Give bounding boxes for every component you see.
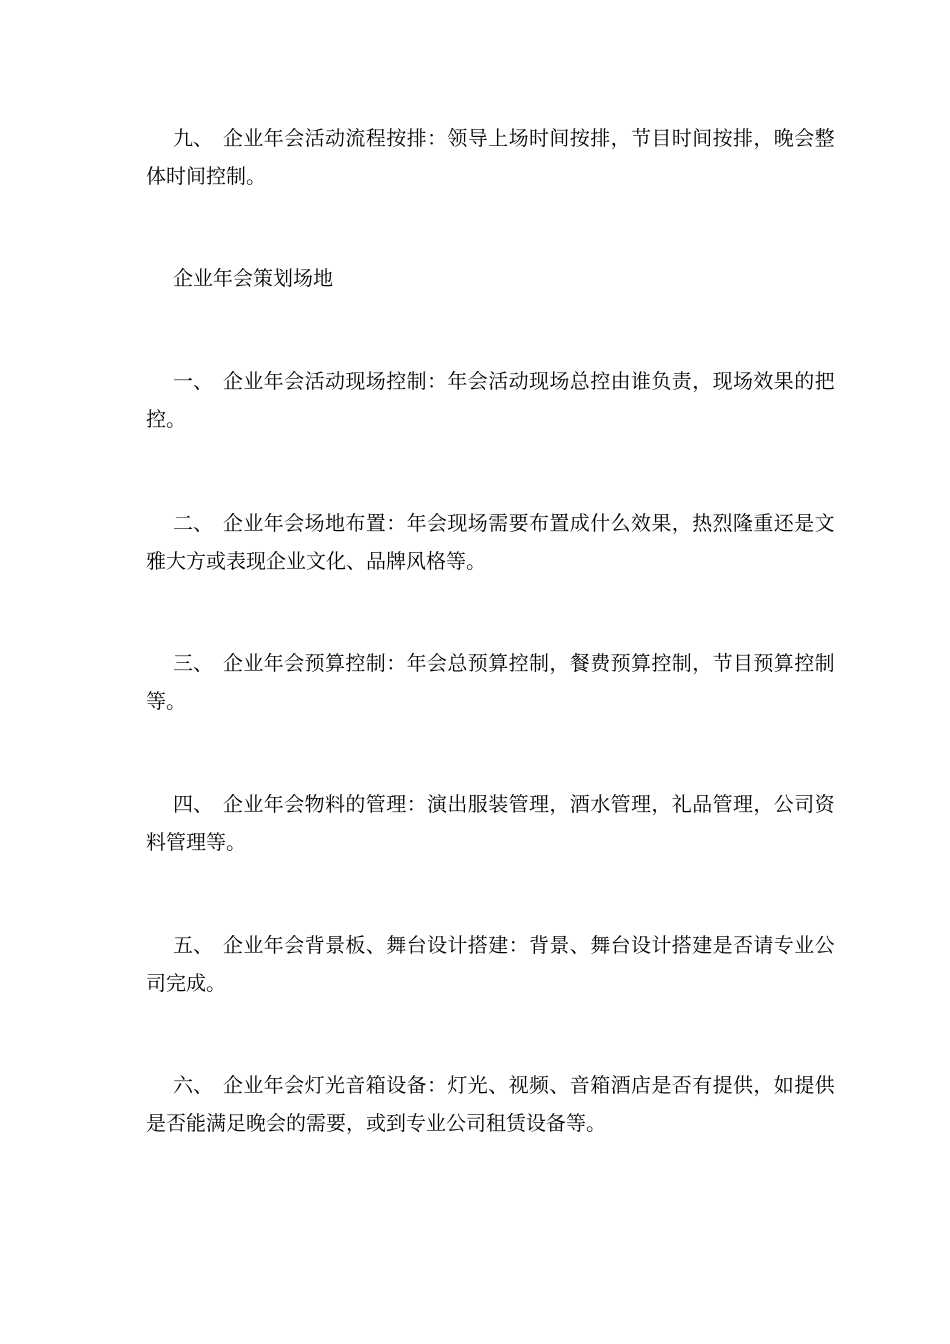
paragraph-line-2: 体时间控制。 <box>146 164 266 188</box>
item-text: 企业年会背景板、舞台设计搭建：背景、舞台设计搭建是否请专业公 <box>223 933 835 957</box>
item-number: 三、 <box>173 651 213 675</box>
item-number: 二、 <box>173 511 213 535</box>
paragraph-line-1 <box>146 926 835 964</box>
item-text: 企业年会活动流程按排：领导上场时间按排，节目时间按排，晚会整 <box>223 126 835 150</box>
paragraph-line-2: 是否能满足晚会的需要，或到专业公司租赁设备等。 <box>146 1111 606 1135</box>
paragraph-line-2: 控。 <box>146 407 186 431</box>
paragraph-item-3 <box>146 644 835 720</box>
paragraph-line-2: 司完成。 <box>146 971 226 995</box>
item-number: 六、 <box>173 1073 213 1097</box>
paragraph-item-2 <box>146 504 835 580</box>
item-text: 企业年会预算控制：年会总预算控制，餐费预算控制，节目预算控制 <box>223 651 835 675</box>
item-number: 九、 <box>173 126 213 150</box>
item-text: 企业年会灯光音箱设备：灯光、视频、音箱酒店是否有提供，如提供 <box>223 1073 835 1097</box>
paragraph-item-4 <box>146 785 835 861</box>
paragraph-line-1 <box>146 1066 835 1104</box>
paragraph-item-6 <box>146 1066 835 1142</box>
item-text: 企业年会场地布置：年会现场需要布置成什么效果，热烈隆重还是文 <box>223 511 835 535</box>
paragraph-line-1 <box>146 644 835 682</box>
item-number: 一、 <box>173 369 213 393</box>
paragraph-line-1 <box>146 785 835 823</box>
paragraph-line-2: 雅大方或表现企业文化、品牌风格等。 <box>146 549 486 573</box>
item-number: 五、 <box>173 933 213 957</box>
paragraph-line-1 <box>146 504 835 542</box>
paragraph-line-2: 等。 <box>146 689 186 713</box>
paragraph-line-1 <box>146 362 835 400</box>
item-text: 企业年会活动现场控制：年会活动现场总控由谁负责，现场效果的把 <box>223 369 835 393</box>
paragraph-item-5 <box>146 926 835 1002</box>
paragraph-item-1 <box>146 362 835 438</box>
item-text: 企业年会物料的管理：演出服装管理，酒水管理，礼品管理，公司资 <box>223 792 835 816</box>
paragraph-line-1 <box>146 119 835 157</box>
paragraph-line-2: 料管理等。 <box>146 830 246 854</box>
section-heading: 企业年会策划场地 <box>173 266 333 290</box>
paragraph-item-9 <box>146 119 835 195</box>
item-number: 四、 <box>173 792 213 816</box>
